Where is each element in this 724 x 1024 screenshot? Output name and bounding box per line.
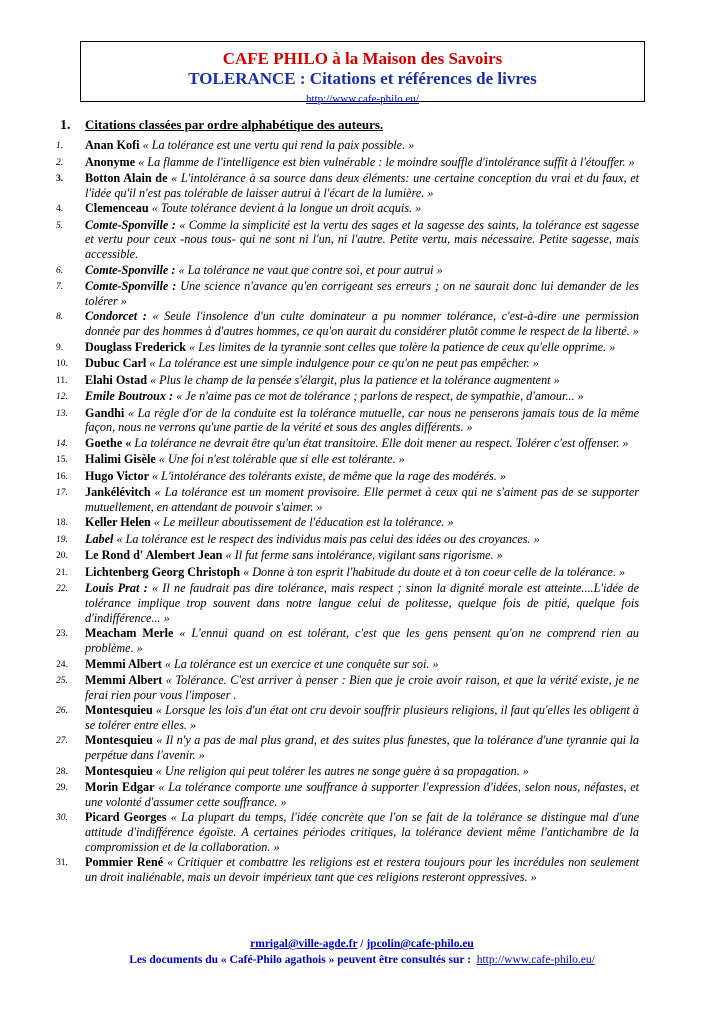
item-number: 1. — [56, 141, 64, 151]
item-author: Morin Edgar — [85, 780, 155, 795]
item-quote: « Les limites de la tyrannie sont celles que tolère la patience de ceux qu'elle opprime. » — [189, 339, 616, 354]
item-author: Le Rond d' Alembert Jean — [85, 548, 223, 563]
item-text — [85, 733, 639, 762]
item-text — [85, 155, 639, 170]
item-text — [85, 515, 639, 530]
item-text — [85, 452, 639, 467]
item-text — [85, 389, 639, 404]
list-item — [56, 263, 639, 279]
item-number: 17. — [56, 488, 68, 499]
item-quote: « Je n'aime pas ce mot de tolérance ; parlons de respect, de sympathie, d'amour... » — [176, 389, 584, 404]
list-item — [56, 155, 639, 171]
item-number: 26. — [56, 706, 68, 717]
item-text — [85, 373, 639, 388]
item-author: Keller Helen — [85, 515, 151, 530]
item-quote: « Tolérance. C'est arriver à penser : Bien que je croie avoir raison, et que la vérité existe, je ne ferai rien pour vous l'imposer . — [85, 673, 640, 702]
item-number: 14. — [56, 438, 68, 449]
item-number: 8. — [56, 312, 64, 323]
item-author: Douglass Frederick — [85, 339, 186, 354]
item-author: Comte-Sponville : — [85, 217, 176, 232]
list-item — [56, 485, 639, 514]
item-quote: « L'ennui quand on est tolérant, c'est que les gens pensent qu'on ne comprend rien au problème. » — [85, 626, 639, 656]
item-number: 12. — [56, 392, 68, 403]
item-quote: « Toute tolérance devient à la longue un droit acquis. » — [151, 201, 422, 216]
item-author: Goethe « — [85, 435, 132, 450]
list-item — [56, 780, 639, 809]
footer-note-text: Les documents du « Café-Philo agathois » peuvent être consultés sur : — [129, 954, 471, 966]
list-item — [56, 469, 639, 485]
item-text — [85, 764, 639, 779]
item-author: Memmi Albert — [85, 673, 163, 688]
item-number: 30. — [56, 813, 68, 824]
item-text — [85, 855, 639, 884]
list-item — [56, 389, 639, 405]
list-item — [56, 703, 639, 732]
item-author: Pommier René — [85, 855, 164, 870]
list-item — [56, 733, 639, 762]
item-quote: « La tolérance est le respect des individus mais pas celui des idées ou des croyances. » — [116, 531, 540, 546]
item-author: Lichtenberg Georg Christoph — [85, 564, 241, 579]
item-number: 2. — [56, 157, 64, 168]
list-item — [56, 452, 639, 468]
item-quote: Une science n'avance qu'en corrigeant ses erreurs ; on ne saurait donc lui demander de les tolérer » — [85, 279, 640, 308]
list-item — [56, 810, 639, 854]
item-text — [85, 469, 639, 484]
item-quote: La tolérance ne devrait être qu'un état transitoire. Elle doit mener au respect. Tolérer c'est offenser. » — [134, 435, 629, 450]
item-text — [85, 780, 639, 809]
item-quote: « Lorsque les lois d'un état ont cru devoir souffrir plusieurs religions, il faut qu'elles les obligent à se tolérer entre elles. » — [85, 703, 639, 732]
list-item — [56, 218, 639, 262]
item-author: Gandhi — [85, 405, 125, 420]
item-number: 20. — [56, 551, 68, 562]
section-heading — [60, 117, 383, 134]
list-item — [56, 171, 639, 200]
item-author: Anonyme — [85, 154, 136, 169]
item-quote: « Une foi n'est tolérable que si elle est tolérante. » — [158, 452, 405, 467]
page-title: CAFE PHILO à la Maison des Savoirs — [222, 49, 503, 68]
item-text — [85, 565, 639, 580]
list-item — [56, 764, 639, 780]
item-number: 13. — [56, 408, 68, 419]
item-author: Condorcet : — [85, 309, 147, 324]
item-author: Jankélévitch — [85, 485, 151, 500]
list-item — [56, 340, 639, 356]
item-author: Montesquieu — [85, 763, 153, 778]
item-text — [85, 171, 639, 200]
item-text — [85, 138, 639, 153]
item-quote: « La tolérance est un exercice et une conquête sur soi. » — [164, 656, 439, 671]
footer-link[interactable]: http://www.cafe-philo.eu/ — [476, 954, 595, 966]
item-author: Emile Boutroux : — [85, 389, 174, 404]
list-item — [56, 673, 639, 702]
item-author: Comte-Sponville : — [85, 279, 177, 294]
item-author: Comte-Sponville : — [85, 262, 176, 277]
item-author: Louis Prat : — [85, 581, 148, 596]
list-item — [56, 279, 639, 308]
item-quote: « Donne à ton esprit l'habitude du doute et à ton coeur celle de la tolérance. » — [243, 564, 626, 579]
footer — [0, 936, 724, 968]
item-quote: « La tolérance est un moment provisoire. Elle permet à ceux qui ne s'aiment pas de se supporter mutuellement, en attendant de pouvoir s'aimer. » — [85, 485, 640, 514]
item-quote: « La règle d'or de la conduite est la tolérance mutuelle, car nous ne penserons jamais tous de la même façon, nous ne verrons qu'une partie de la vérité et sous des angles différents. » — [85, 405, 639, 435]
item-author: Dubuc Carl — [85, 356, 147, 371]
item-number: 23. — [56, 629, 68, 640]
item-text — [85, 436, 639, 451]
item-author: Montesquieu — [85, 703, 153, 718]
item-text — [85, 309, 639, 338]
list-item — [56, 657, 639, 673]
item-number: 5. — [56, 220, 64, 231]
item-author: Hugo Victor — [85, 468, 149, 483]
item-text — [85, 218, 639, 262]
list-item — [56, 356, 639, 372]
item-text — [85, 810, 639, 854]
footer-email-2[interactable]: jpcolin@cafe-philo.eu — [366, 938, 474, 950]
item-number: 7. — [56, 282, 64, 293]
list-item — [56, 855, 639, 884]
item-number: 19. — [56, 534, 68, 545]
item-quote: « Il fut ferme sans intolérance, vigilant sans rigorisme. » — [225, 548, 503, 563]
item-quote: « Comme la simplicité est la vertu des sages et la sagesse des saints, la tolérance est sagesse et vertu pour ceux -nous tous- qui ne sont ni l'un, ni l'autre. Petite vertu, mais nécessaire. Petite sagesse, mais accessible. — [85, 217, 639, 262]
item-quote: « La tolérance est une vertu qui rend la paix possible. » — [142, 138, 415, 152]
item-author: Montesquieu — [85, 733, 153, 748]
item-text — [85, 581, 639, 625]
list-item — [56, 581, 639, 625]
item-quote: « Critiquer et combattre les religions est et restera toujours pour les incrédules non seulement un droit inaliénable, mais un devoir impérieux tant que ces religions resteront oppressives. » — [85, 855, 639, 884]
item-quote: « La tolérance est une simple indulgence pour ce qu'on ne peut pas empêcher. » — [149, 356, 539, 371]
item-quote: « Le meilleur aboutissement de l'éducation est la tolérance. » — [153, 515, 454, 530]
item-author: Label — [85, 531, 114, 546]
item-text — [85, 673, 639, 702]
item-author: Memmi Albert — [85, 656, 162, 671]
item-quote: « La tolérance comporte une souffrance à supporter l'expression d'idées, selon nous, néfastes, et une volonté d'assumer cette souffrance. » — [85, 780, 640, 809]
list-item — [56, 436, 639, 452]
item-number: 24. — [56, 659, 68, 670]
list-item — [56, 309, 639, 338]
item-number: 9. — [56, 342, 64, 353]
item-quote: « Il ne faudrait pas dire tolérance, mais respect ; sinon la dignité morale est atteinte....L'idée de tolérance implique trop souvent dans notre langue celui de politesse, quelque fois de pitié, quelque fois d'indifférence... » — [85, 581, 640, 625]
footer-note — [0, 952, 724, 968]
item-text — [85, 340, 639, 355]
item-author: Botton Alain de — [85, 171, 168, 185]
list-item — [56, 515, 639, 531]
item-number: 28. — [56, 766, 68, 777]
item-text — [85, 406, 639, 435]
item-text — [85, 279, 639, 308]
item-quote: « La flamme de l'intelligence est bien vulnérable : le moindre souffle d'intolérance suffit à l'étouffer. » — [138, 154, 635, 169]
item-text — [85, 703, 639, 732]
item-author: Anan Kofi — [85, 138, 140, 152]
item-text — [85, 356, 639, 371]
list-item — [56, 532, 639, 548]
list-item — [56, 201, 639, 217]
item-text — [85, 485, 639, 514]
item-number: 25. — [56, 676, 68, 687]
item-text — [85, 548, 639, 563]
list-item — [56, 548, 639, 564]
item-number: 31. — [56, 858, 68, 869]
header-link[interactable]: http://www.cafe-philo.eu/ — [306, 93, 419, 105]
item-author: Elahi Ostad — [85, 372, 147, 387]
item-number: 4. — [56, 204, 64, 215]
item-text — [85, 657, 639, 672]
list-item — [56, 138, 639, 154]
item-number: 11. — [56, 375, 68, 386]
item-quote: « Plus le champ de la pensée s'élargit, plus la patience et la tolérance augmentent » — [150, 372, 560, 387]
item-number: 6. — [56, 265, 64, 276]
item-number: 29. — [56, 783, 68, 794]
item-number: 21. — [56, 567, 68, 578]
item-quote: « La plupart du temps, l'idée concrète que l'on se fait de la tolérance se distingue mal d'une attitude d'indifférence égoïste. A certaines périodes critiques, la tolérance devient même l'antichambre de la compromission et de la collaboration. » — [85, 810, 640, 854]
footer-emails — [0, 936, 724, 952]
item-number: 10. — [56, 359, 68, 370]
item-quote: « L'intolérance des tolérants existe, de même que la rage des modérés. » — [152, 468, 506, 483]
item-quote: « Une religion qui peut tolérer les autres ne songe guère à sa propagation. » — [155, 763, 529, 778]
item-text — [85, 626, 639, 655]
item-text — [85, 201, 639, 216]
item-number: 18. — [56, 518, 68, 529]
item-number: 16. — [56, 471, 68, 482]
item-number: 15. — [56, 455, 68, 466]
item-number: 22. — [56, 584, 68, 595]
list-item — [56, 565, 639, 581]
item-quote: « Il n'y a pas de mal plus grand, et des suites plus funestes, que la tolérance d'une tyrannie qui la perpétue dans l'avenir. » — [85, 733, 639, 763]
item-text — [85, 263, 639, 278]
footer-separator: / — [357, 938, 367, 950]
list-item — [56, 406, 639, 435]
page-subtitle: TOLERANCE : Citations et références de livres — [188, 69, 537, 88]
item-author: Picard Georges — [85, 810, 167, 825]
citation-list — [56, 138, 639, 885]
section-title: Citations classées par ordre alphabétique des auteurs. — [85, 117, 384, 132]
section-number: 1. — [60, 118, 71, 133]
item-author: Meacham Merle — [85, 626, 174, 641]
item-number: 27. — [56, 736, 68, 747]
item-author: Clemenceau — [85, 201, 149, 216]
item-quote: « L'intolérance à sa source dans deux éléments: une certaine conception du vrai et du faux, et l'idée qu'il n'est pas tolérable de laisser autrui à l'écart de la lumière. » — [85, 171, 640, 200]
footer-email-1[interactable]: rmrigal@ville-agde.fr — [250, 938, 358, 950]
item-quote: « Seule l'insolence d'un culte dominateur a pu nommer tolérance, c'est-à-dire une permission donnée par des hommes à d'autres hommes, ce qu'on aurait du considérer plutôt comme le respect de la liberté. » — [85, 309, 639, 339]
item-number: 3. — [56, 174, 64, 184]
list-item — [56, 373, 639, 389]
header-box — [80, 41, 645, 105]
item-quote: « La tolérance ne vaut que contre soi, et pour autrui » — [178, 262, 443, 277]
item-author: Halimi Gisèle — [85, 452, 156, 467]
item-text — [85, 532, 639, 547]
list-item — [56, 626, 639, 655]
